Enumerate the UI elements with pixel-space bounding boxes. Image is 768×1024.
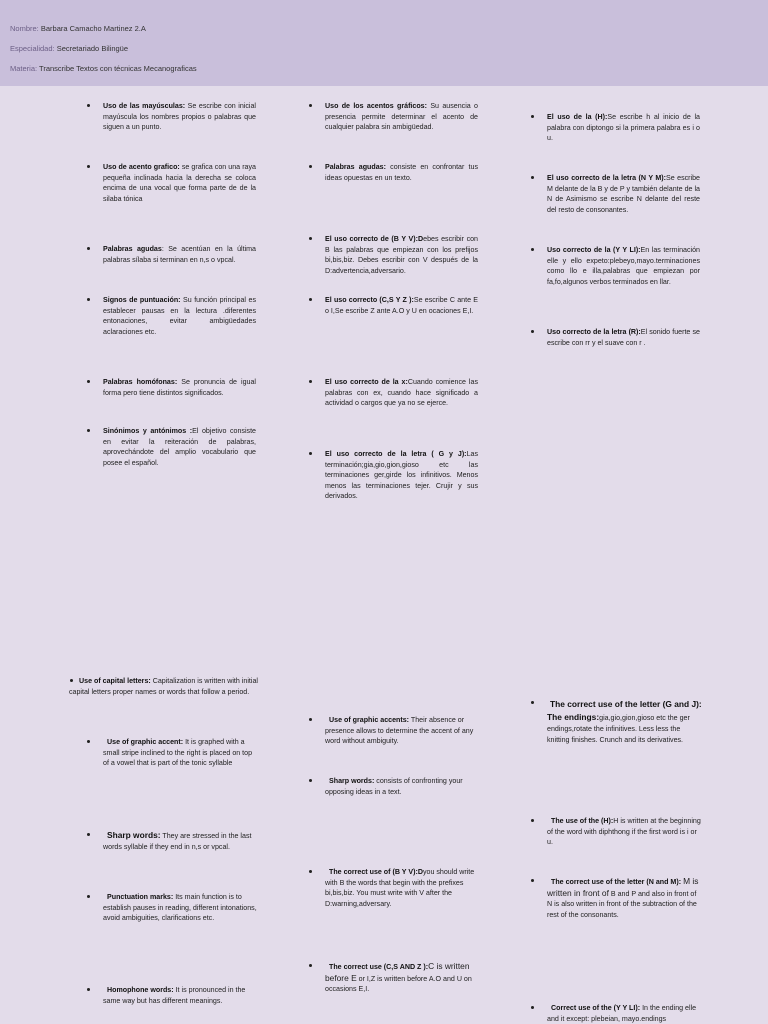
subject-line: Materia: Transcribe Textos con técnicas Mecanograficas: [10, 64, 197, 73]
bullet-icon: [309, 718, 312, 721]
bullet-icon: [531, 248, 534, 251]
es-item-g-j: El uso correcto de la letra ( G y J):Las terminación;gia,gio,gion,gioso etc las terminaciones ger,girde los infinitivos. Menos menos las terminaciones tejer. Crujir y sus derivados.: [325, 450, 478, 501]
es-item-palabras-agudas: Palabras agudas: Se acentúan en la última palabras sílaba si terminan en n,s o vpcal.: [103, 245, 257, 264]
bullet-icon: [531, 879, 534, 882]
bullet-icon: [309, 237, 312, 240]
en-item-y-ll: Correct use of the (Y Y LI): In the ending elle and it except: plebeian, mayo.endings: [547, 1004, 697, 1023]
bullet-icon: [87, 895, 90, 898]
bullet-icon: [531, 819, 534, 822]
en-item-capital-letters: Use of capital letters: Capitalization is written with initial capital letters proper names or words that follow a period.: [69, 677, 258, 696]
bullet-icon: [531, 701, 534, 704]
bullet-icon: [87, 298, 90, 301]
bullet-icon: [531, 176, 534, 179]
bullet-icon: [87, 104, 90, 107]
bullet-icon: [87, 740, 90, 743]
bullet-icon: [309, 380, 312, 383]
en-item-punctuation: Punctuation marks: Its main function is to establish pauses in reading, different intonations, avoid ambiguities, clarifications etc.: [103, 893, 257, 923]
es-item-acento-grafico: Uso de acento grafico: se grafica con una raya pequeña inclinada hacia la derecha se coloca encima de una vocal que forma parte de de la silaba tónica: [103, 163, 256, 203]
bullet-icon: [87, 833, 90, 836]
es-item-b-v: El uso correcto de (B Y V):Debes escribir con B las palabras que empiezan con los prefijos bi,bis,biz. Debes escribir con V después de la D:advertencia,adversario.: [325, 235, 479, 275]
en-item-graphic-accents: Use of graphic accents: Their absence or presence allows to determine the accent of any word without ambiguity.: [325, 716, 474, 746]
bullet-icon: [87, 988, 90, 991]
bullet-icon: [309, 964, 312, 967]
en-item-sharp-words: Sharp words: They are stressed in the last words syllable if they end in n,s or vpcal.: [103, 830, 252, 851]
bullet-icon: [531, 330, 534, 333]
bullet-icon: [309, 870, 312, 873]
es-item-signos-puntuacion: Signos de puntuación: Su función principal es establecer pausas en la lectura .diferentes entonaciones, evitar ambigüedades aclaraciones etc.: [103, 296, 256, 336]
es-item-c-s-z: El uso correcto (C,S Y Z ):Se escribe C ante E o I,Se escribe Z ante A.O y U en ocaciones E,I.: [325, 296, 478, 315]
es-item-y-ll: Uso correcto de la (Y Y LI):En las terminación elle y ello expeto:plebeyo,mayo.terminaciones como llo e illa,palabras que empiezan por fa,fo,algunos verbos terminados en llar.: [547, 246, 700, 286]
name-line: Nombre: Barbara Camacho Martinez 2.A: [10, 24, 146, 33]
es-item-h: El uso de la (H):Se escribe h al inicio de la palabra con diptongo si la primera palabra es i o u.: [547, 113, 700, 143]
bullet-icon: [309, 779, 312, 782]
bullet-icon: [87, 165, 90, 168]
bullet-icon: [531, 115, 534, 118]
es-item-agudas-2: Palabras agudas: consiste en confrontar tus ideas opuestas en un texto.: [325, 163, 479, 182]
es-item-homofonas: Palabras homófonas: Se pronuncia de igual forma pero tiene distintos significados.: [103, 378, 256, 397]
es-item-r: Uso correcto de la letra (R):El sonido fuerte se escribe con rr y el suave con r .: [547, 328, 700, 347]
bullet-icon: [309, 298, 312, 301]
es-item-x: El uso correcto de la x:Cuando comience las palabras con ex, cuando hace significado a actividad o cargos que ya no se ejerce.: [325, 378, 478, 408]
es-item-acentos-graficos: Uso de los acentos gráficos: Su ausencia o presencia permite determinar el acento de cualquier palabra sin ambigüedad.: [325, 102, 478, 132]
bullet-icon: [87, 429, 90, 432]
es-item-sinonimos: Sinónimos y antónimos :El objetivo consiste en evitar la reiteración de palabras, aprovechándote del amplio vocabulario que posee el español.: [103, 427, 257, 467]
en-item-homophone: Homophone words: It is pronounced in the same way but has different meanings.: [103, 986, 246, 1005]
en-item-h: The use of the (H):H is written at the beginning of the word with diphthong if the first word is i or u.: [547, 817, 701, 847]
page-header: [0, 0, 768, 86]
en-item-graphic-accent: Use of graphic accent: It is graphed with a small stripe inclined to the right is placed on top of a vowel that is part of the tonic syllable: [103, 738, 253, 768]
bullet-icon: [531, 1006, 534, 1009]
bullet-icon: [309, 165, 312, 168]
specialty-line: Especialidad: Secretariado Bilingüe: [10, 44, 129, 53]
bullet-icon: [309, 104, 312, 107]
en-item-c-s-z: The correct use (C,S AND Z ):C is written before E or I,Z is written before A.O and U on occasions E,I.: [325, 961, 472, 994]
bullet-icon: [309, 452, 312, 455]
en-item-sharp-words-2: Sharp words: consists of confronting your opposing ideas in a text.: [325, 777, 463, 796]
bullet-icon: [87, 380, 90, 383]
bullet-icon: [87, 247, 90, 250]
en-item-n-m: The correct use of the letter (N and M): M is written in front of B and P and also in front of N is also written in front of the subtraction of the rest of the consonants.: [547, 876, 699, 919]
en-item-g-j: The correct use of the letter (G and J): The endings:gia,gio,gion,gioso etc the ger endings,rotate the infinitives. Less less the knitting finishes. Crunch and its derivatives.: [547, 699, 702, 744]
es-item-mayusculas: Uso de las mayúsculas: Se escribe con inicial mayúscula los nombres propios o palabras que siguen a un punto.: [103, 102, 257, 132]
es-item-n-m: El uso correcto de la letra (N Y M):Se escribe M delante de la B y de P y también delante de la N de Asimismo se escribe N delante del reste del resto de consonantes.: [547, 174, 701, 214]
en-item-b-v: The correct use of (B Y V):Dyou should write with B the words that begin with the prefixes bi,bis,biz. You must write with V after the D:warning,adversary.: [325, 868, 475, 908]
